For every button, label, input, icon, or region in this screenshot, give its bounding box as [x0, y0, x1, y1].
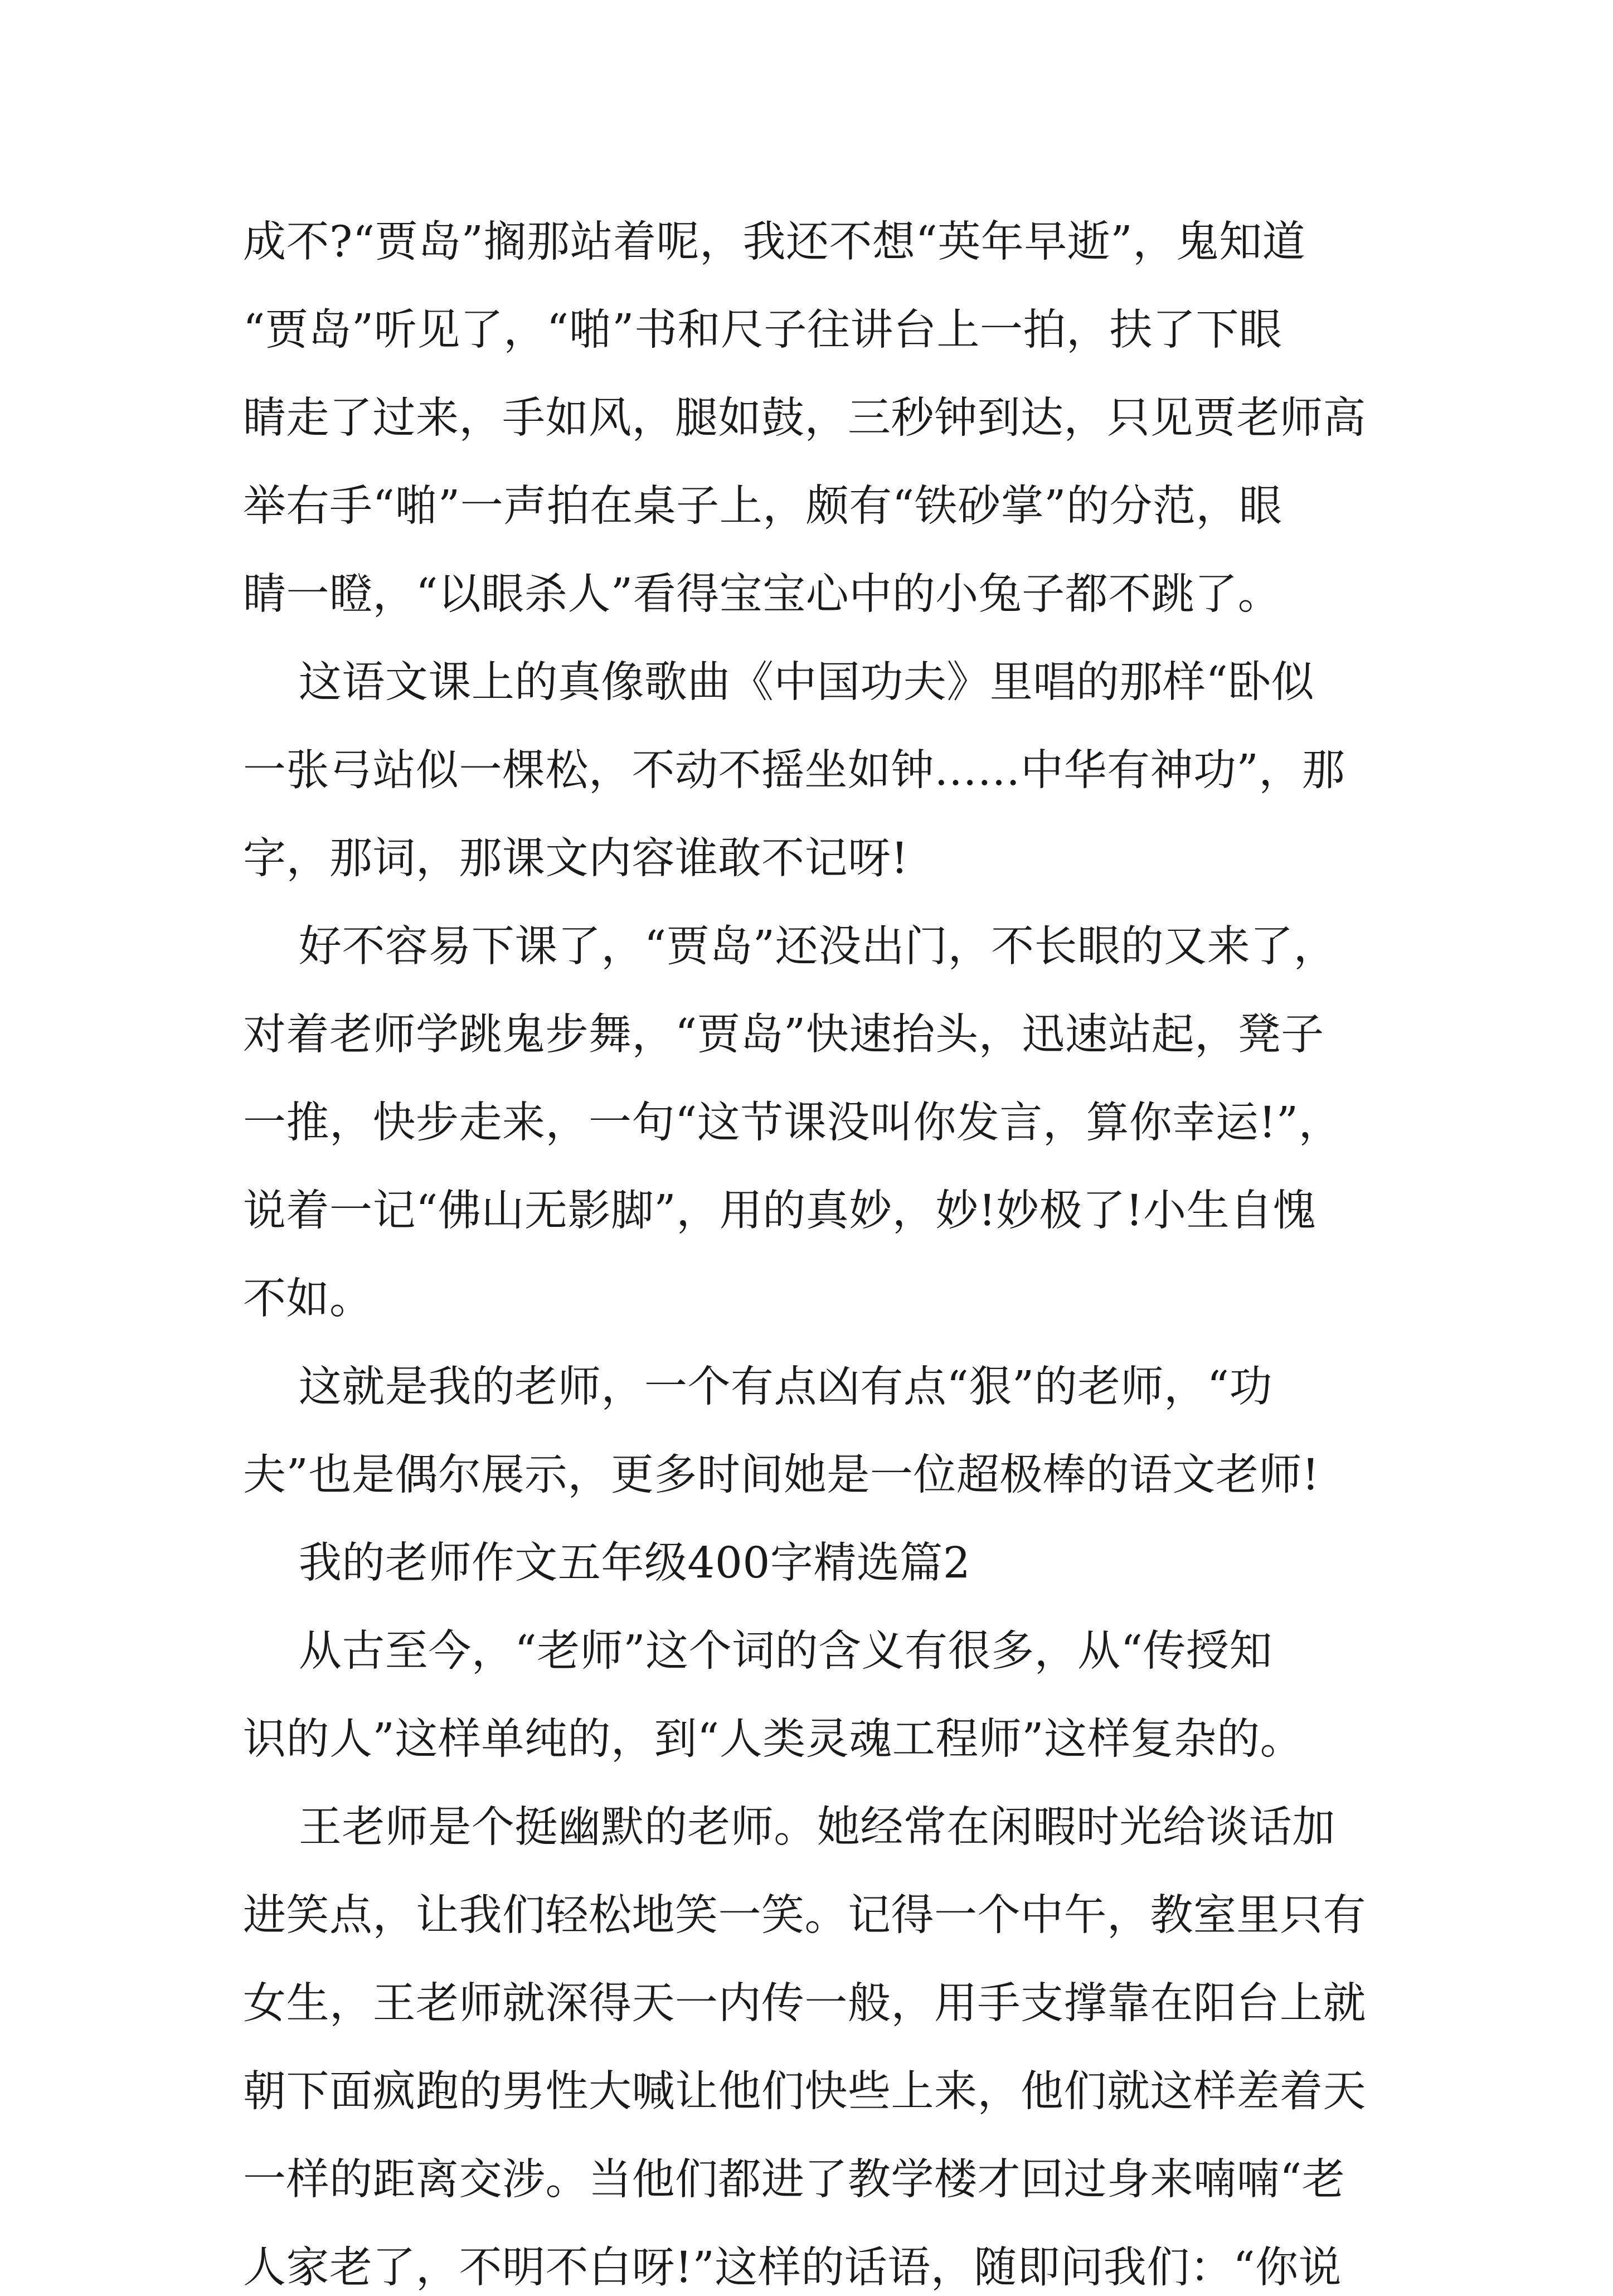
text-line: “贾岛”听见了，“啪”书和尺子往讲台上一拍，扶了下眼	[243, 305, 1282, 355]
text-line: 这语文课上的真像歌曲《中国功夫》里唱的那样“卧似	[243, 658, 1315, 707]
text-line: 好不容易下课了，“贾岛”还没出门，不长眼的又来了，	[243, 922, 1337, 972]
text-line: 朝下面疯跑的男性大喊让他们快些上来，他们就这样差着天	[243, 2067, 1366, 2117]
text-line: 对着老师学跳鬼步舞，“贾岛”快速抬头，迅速站起，凳子	[243, 1010, 1324, 1060]
text-line: 成不?“贾岛”搁那站着呢，我还不想“英年早逝”，鬼知道	[243, 217, 1306, 267]
text-line: 举右手“啪”一声拍在桌子上，颇有“铁砂掌”的分范，眼	[243, 482, 1282, 531]
text-line: 说着一记“佛山无影脚”，用的真妙，妙!妙极了!小生自愧	[243, 1186, 1316, 1236]
text-line: 睛走了过来，手如风，腿如鼓，三秒钟到达，只见贾老师高	[243, 394, 1366, 443]
text-line: 王老师是个挺幽默的老师。她经常在闲暇时光给谈话加	[243, 1803, 1335, 1852]
text-line: 女生，王老师就深得天一内传一般，用手支撑靠在阳台上就	[243, 1979, 1366, 2028]
text-line: 一推，快步走来，一句“这节课没叫你发言，算你幸运!”，	[243, 1098, 1342, 1148]
text-line: 识的人”这样单纯的，到“人类灵魂工程师”这样复杂的。	[243, 1715, 1304, 1764]
text-line: 字，那词，那课文内容谁敢不记呀!	[243, 834, 908, 884]
text-line: 一样的距离交涉。当他们都进了教学楼才回过身来喃喃“老	[243, 2155, 1345, 2205]
text-line: 从古至今，“老师”这个词的含义有很多，从“传授知	[243, 1627, 1272, 1676]
text-line: 人家老了，不明不白呀!”这样的话语，随即问我们：“你说	[243, 2243, 1342, 2293]
text-line: 睛一瞪，“以眼杀人”看得宝宝心中的小兔子都不跳了。	[243, 570, 1281, 619]
text-line: 进笑点，让我们轻松地笑一笑。记得一个中午，教室里只有	[243, 1891, 1366, 1940]
text-line: 夫”也是偶尔展示，更多时间她是一位超极棒的语文老师!	[243, 1450, 1320, 1500]
section-heading: 我的老师作文五年级400字精选篇2	[243, 1538, 971, 1588]
text-line: 一张弓站似一棵松，不动不摇坐如钟……中华有神功”，那	[243, 746, 1345, 795]
text-line: 不如。	[243, 1274, 373, 1324]
text-line: 这就是我的老师，一个有点凶有点“狠”的老师，“功	[243, 1362, 1272, 1412]
